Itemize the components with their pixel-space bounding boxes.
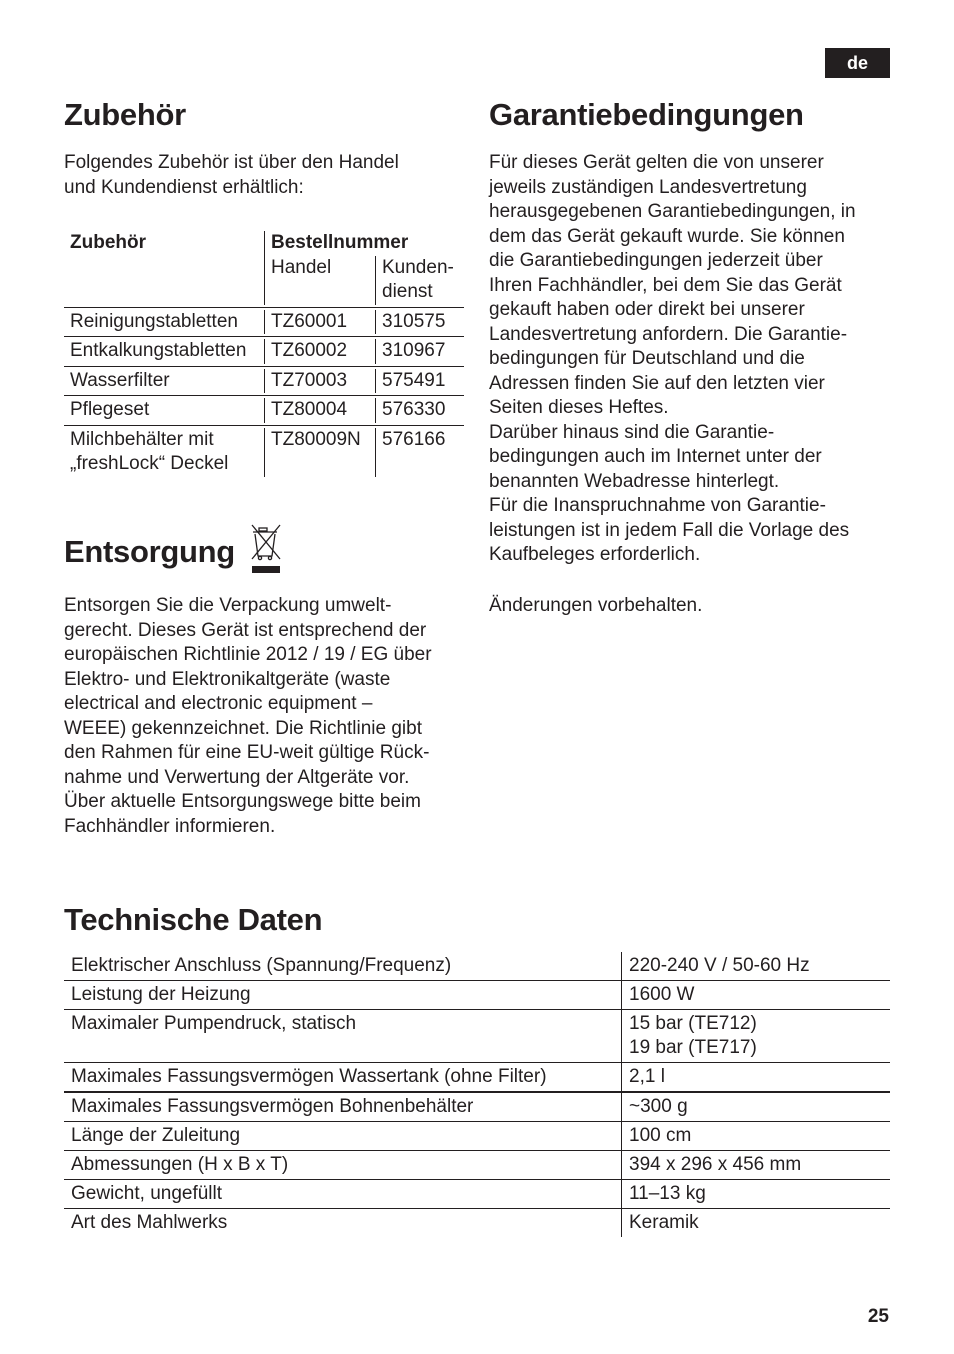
accessories-heading: Zubehör <box>64 97 186 132</box>
trade-number: TZ60002 <box>264 339 375 364</box>
trade-number: TZ60001 <box>264 310 375 335</box>
disposal-text: Entsorgen Sie die Verpackung umwelt- gerecht. Dieses Gerät ist entsprechend der europäischen Richtlinie 2012 / 19 / EG über Elektro- und Elektronikaltgeräte (waste electrical and electronic equipment – WEEE) gekennzeichnet. Die Richtlinie gibt den Rahmen für eine EU-weit gültige Rück- nahme und Verwertung der Altgeräte vor. Über aktuelle Entsorgungswege bitte beim Fachhändler informieren. <box>64 595 432 837</box>
spec-label: Maximales Fassungsvermögen Wassertank (ohne Filter) <box>71 1066 547 1087</box>
accessory-name: Wasserfilter <box>70 369 170 391</box>
order-number-header-group <box>264 231 464 256</box>
col-service-header: Kunden- dienst <box>375 256 464 305</box>
table-row <box>64 1121 890 1150</box>
disposal-heading-group <box>64 522 283 581</box>
table-row <box>64 1179 890 1208</box>
table-row <box>64 336 464 366</box>
spec-label: Maximaler Pumpendruck, statisch <box>71 1013 357 1034</box>
table-row <box>64 1062 890 1091</box>
spec-value: 220-240 V / 50-60 Hz <box>621 952 890 980</box>
spec-value: 394 x 296 x 456 mm <box>621 1151 890 1179</box>
disposal-heading: Entsorgung <box>64 534 235 569</box>
accessory-name: Entkalkungstabletten <box>70 340 247 361</box>
table-row <box>64 980 890 1009</box>
trade-number: TZ70003 <box>264 369 375 394</box>
col-item-header: Zubehör <box>70 232 146 253</box>
spec-label: Art des Mahlwerks <box>71 1212 228 1233</box>
accessories-table-header <box>64 229 464 256</box>
trade-number: TZ80004 <box>264 398 375 423</box>
spec-value: Keramik <box>621 1209 890 1237</box>
col-trade-header: Handel <box>264 256 375 305</box>
accessory-name: Milchbehälter mit „freshLock“ Deckel <box>70 428 229 474</box>
spec-label: Maximales Fassungsvermögen Bohnenbehälter <box>71 1096 474 1117</box>
spec-value: 15 bar (TE712) 19 bar (TE717) <box>621 1010 890 1062</box>
warranty-heading: Garantiebedingungen <box>489 97 804 132</box>
spec-label: Leistung der Heizung <box>71 984 251 1005</box>
spec-label: Abmessungen (H x B x T) <box>71 1154 289 1175</box>
crossed-out-bin-icon <box>249 522 283 581</box>
spec-value: 2,1 l <box>621 1063 890 1091</box>
service-number: 575491 <box>375 369 464 394</box>
service-number: 576166 <box>375 428 464 477</box>
accessories-intro: Folgendes Zubehör ist über den Handel und Kundendienst erhältlich: <box>64 152 399 198</box>
col-item-spacer <box>64 256 264 305</box>
table-row <box>64 395 464 425</box>
table-row <box>64 1009 890 1062</box>
table-row <box>64 1208 890 1237</box>
trade-number: TZ80009N <box>264 428 375 477</box>
page-number: 25 <box>867 1306 889 1327</box>
service-number: 310967 <box>375 339 464 364</box>
accessory-name: Pflegeset <box>70 399 150 420</box>
spec-label: Gewicht, ungefüllt <box>71 1183 223 1204</box>
warranty-text: Für dieses Gerät gelten die von unserer jeweils zuständigen Landesvertretung herausgegebenen Garantiebedingungen, in dem das Gerät gekauft wurde. Sie können die Garantiebedingungen jederzeit über Ihren Fachhändler, bei dem Sie das Gerät gekauft haben oder direkt bei unserer Landesvertretung anfordern. Die Garantie- bedingungen für Deutschland und die Adressen finden Sie auf den letzten vier Seiten dieses Heftes. Darüber hinaus sind die Garantie- bedingungen auch im Internet unter der benannten Webadresse hinterlegt. Für die Inanspruchnahme von Garantie- leistungen ist in jedem Fall die Vorlage des Kaufbeleges erforderlich. <box>489 152 856 565</box>
spec-label: Elektrischer Anschluss (Spannung/Frequenz) <box>71 955 452 976</box>
table-row <box>64 307 464 337</box>
table-row <box>64 1091 890 1121</box>
accessory-name: Reinigungstabletten <box>70 310 238 332</box>
language-badge: de <box>825 48 890 78</box>
spec-value: 11–13 kg <box>621 1180 890 1208</box>
table-row <box>64 1150 890 1179</box>
table-row <box>64 425 464 479</box>
table-row <box>64 366 464 396</box>
accessories-table <box>64 229 464 479</box>
warranty-note: Änderungen vorbehalten. <box>489 595 703 616</box>
col-order-header: Bestellnummer <box>271 232 409 253</box>
table-row <box>64 952 890 980</box>
spec-value: 100 cm <box>621 1122 890 1150</box>
technical-data-table <box>64 952 890 1237</box>
spec-label: Länge der Zuleitung <box>71 1125 241 1146</box>
accessories-table-subheader <box>64 256 464 307</box>
service-number: 310575 <box>375 310 464 335</box>
technical-heading: Technische Daten <box>64 902 323 937</box>
spec-value: 1600 W <box>621 981 890 1009</box>
spec-value: ~300 g <box>621 1093 890 1121</box>
service-number: 576330 <box>375 398 464 423</box>
